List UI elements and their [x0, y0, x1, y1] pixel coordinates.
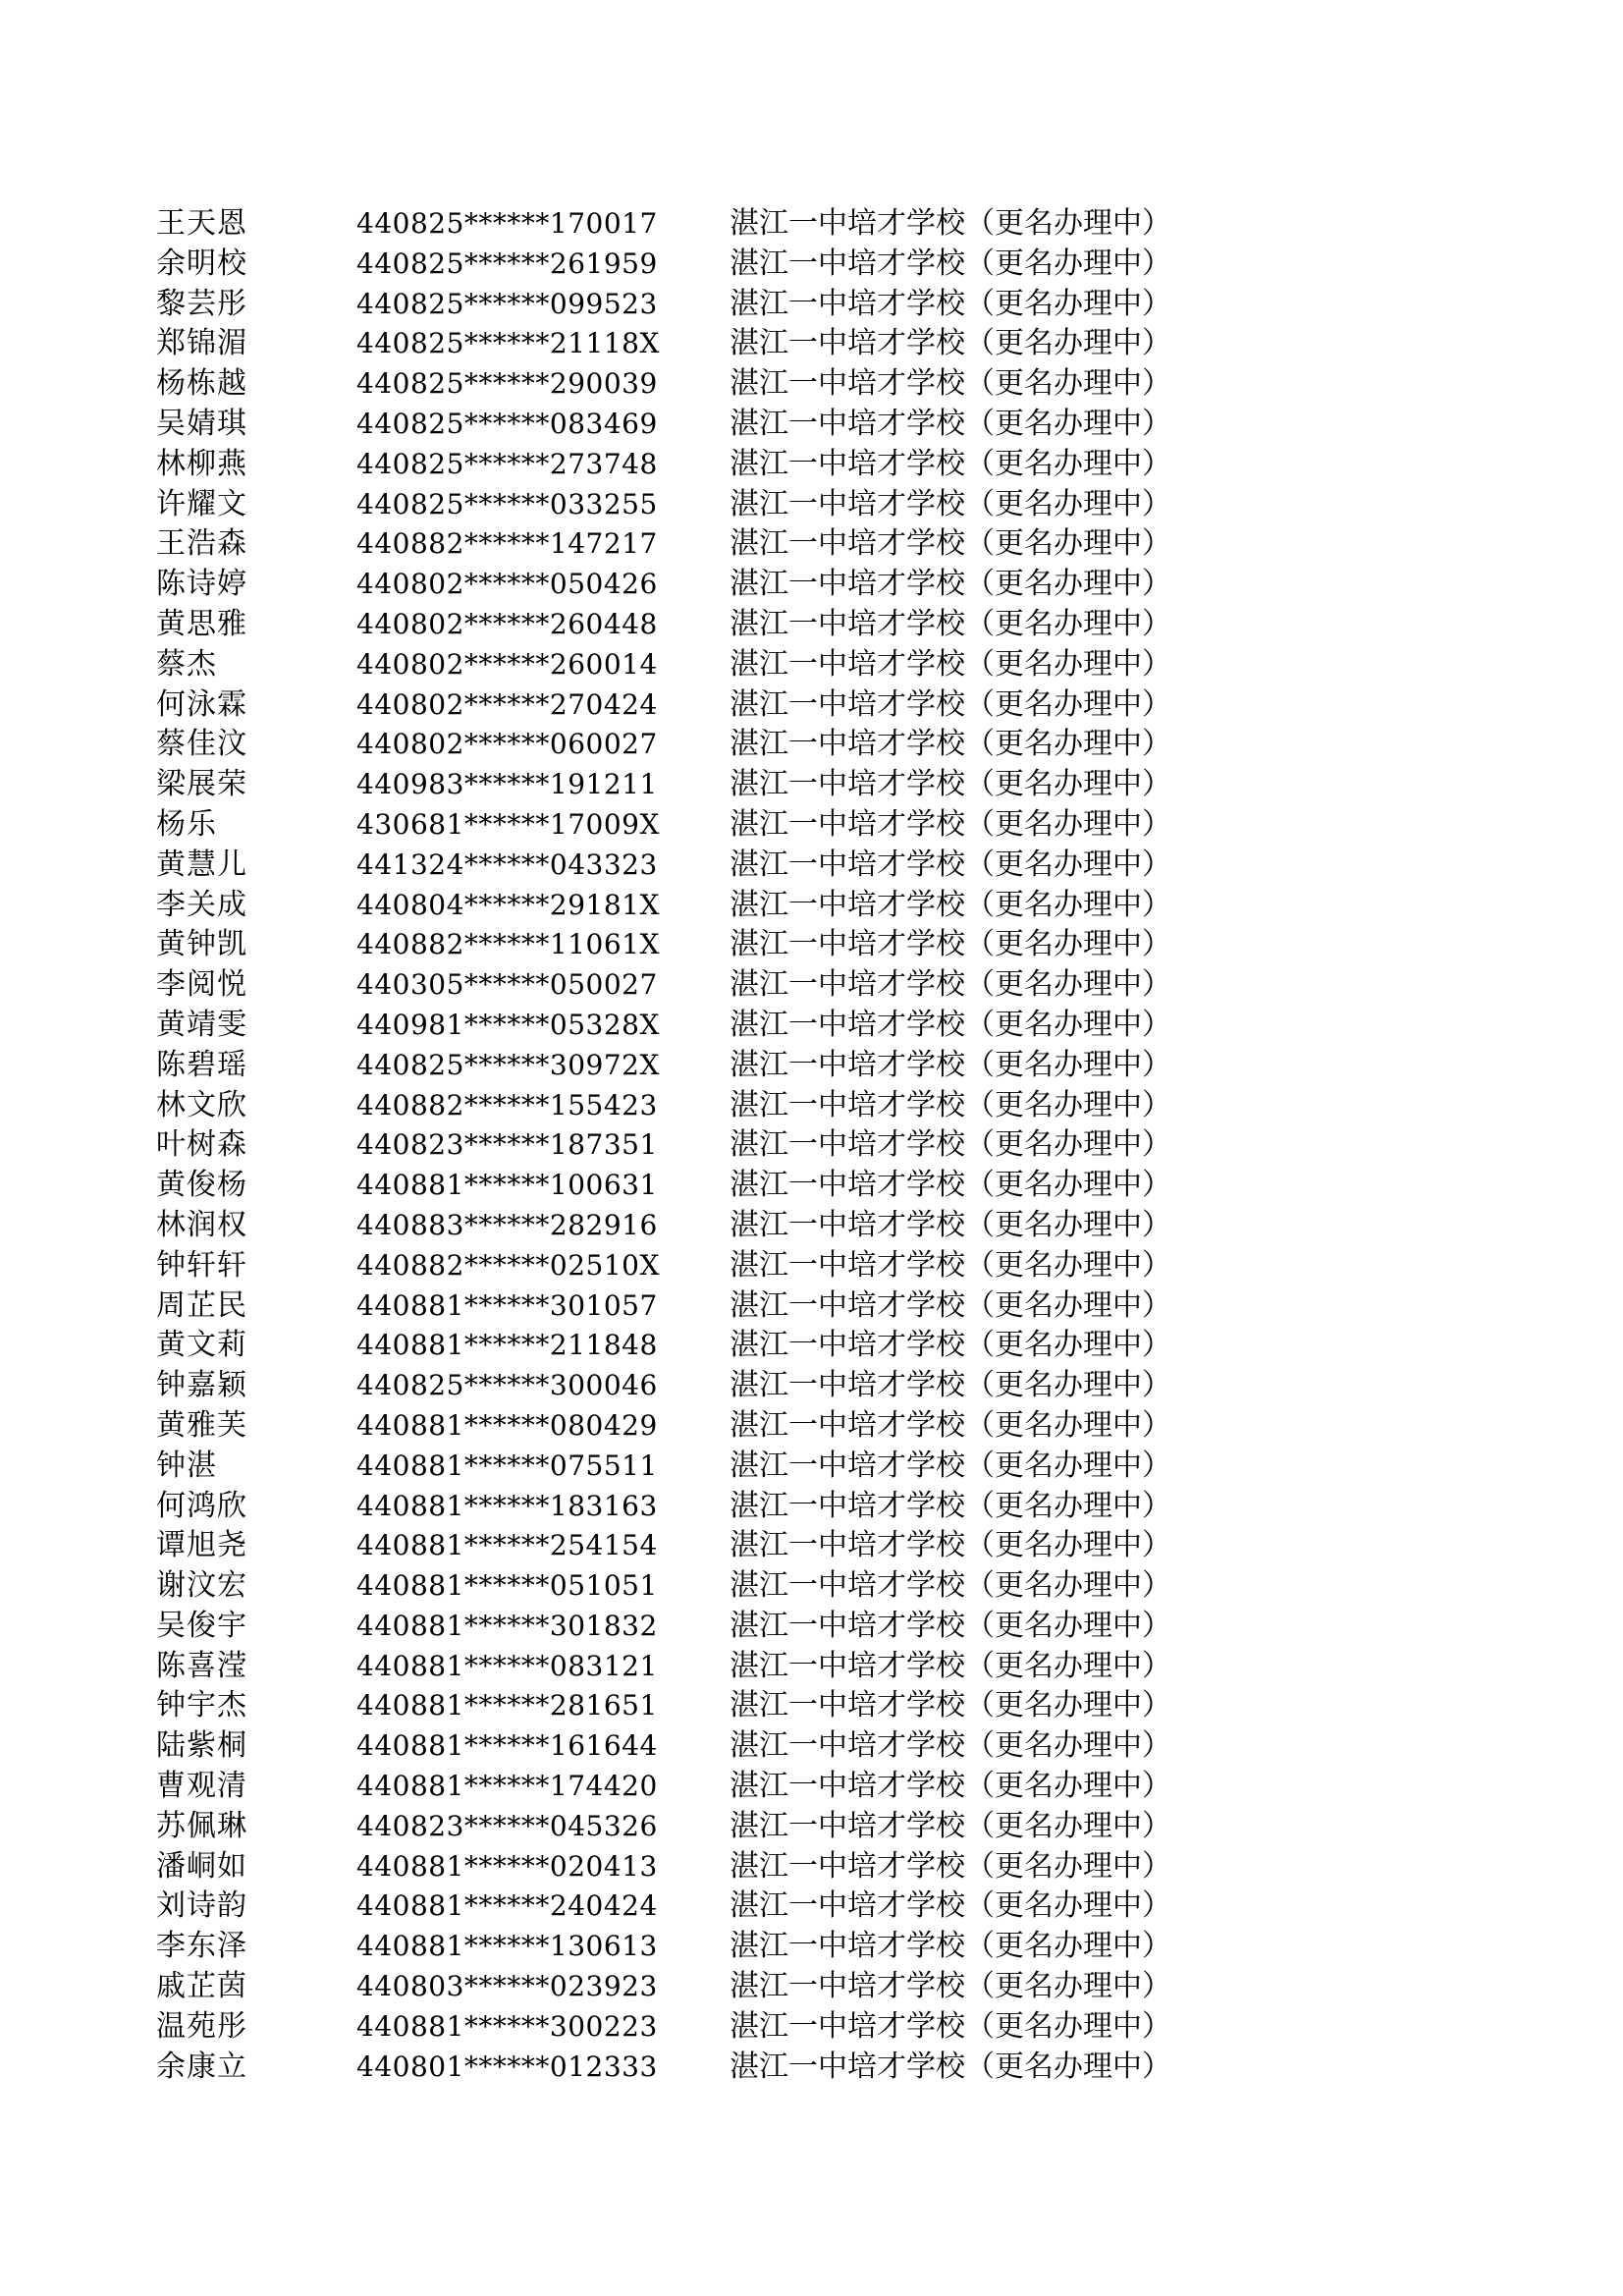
student-id-masked: 440881******211848: [356, 1329, 658, 1362]
student-row: [0, 805, 1623, 846]
student-id-masked: 440881******020413: [356, 1849, 658, 1883]
student-row: [0, 1647, 1623, 1687]
student-id-masked: 440825******30972X: [356, 1048, 660, 1081]
school-name: 湛江一中培才学校（更名办理中）: [730, 1969, 1171, 2004]
student-id-masked: 440882******02510X: [356, 1248, 660, 1282]
student-row: [0, 1006, 1623, 1046]
student-name: 叶树森: [156, 1127, 247, 1163]
student-name: 陈碧瑶: [156, 1047, 247, 1082]
student-name: 钟湛: [156, 1448, 217, 1483]
student-row: [0, 1526, 1623, 1566]
school-name: 湛江一中培才学校（更名办理中）: [730, 1528, 1171, 1563]
student-row: [0, 1686, 1623, 1726]
student-name: 谭旭尧: [156, 1528, 247, 1563]
student-row: [0, 1767, 1623, 1807]
school-name: 湛江一中培才学校（更名办理中）: [730, 326, 1171, 361]
school-name: 湛江一中培才学校（更名办理中）: [730, 727, 1171, 762]
student-row: [0, 445, 1623, 485]
student-row: [0, 725, 1623, 765]
student-id-masked: 440881******301832: [356, 1609, 658, 1642]
student-name: 黄靖雯: [156, 1007, 247, 1042]
student-id-masked: 440881******174420: [356, 1770, 658, 1803]
school-name: 湛江一中培才学校（更名办理中）: [730, 1247, 1171, 1283]
student-name: 黄慧儿: [156, 847, 247, 882]
student-id-masked: 440881******254154: [356, 1529, 658, 1562]
student-name: 黄钟凯: [156, 927, 247, 962]
school-name: 湛江一中培才学校（更名办理中）: [730, 686, 1171, 722]
student-name: 曹观清: [156, 1769, 247, 1804]
student-name: 钟轩轩: [156, 1247, 247, 1283]
school-name: 湛江一中培才学校（更名办理中）: [730, 1087, 1171, 1122]
school-name: 湛江一中培才学校（更名办理中）: [730, 246, 1171, 281]
school-name: 湛江一中培才学校（更名办理中）: [730, 967, 1171, 1003]
student-name: 何鸿欣: [156, 1488, 247, 1523]
student-id-masked: 440802******260448: [356, 607, 658, 640]
student-name: 蔡杰: [156, 646, 217, 682]
student-id-masked: 440881******051051: [356, 1569, 658, 1603]
student-row: [0, 524, 1623, 565]
student-id-masked: 440825******261959: [356, 246, 658, 280]
student-id-masked: 440882******147217: [356, 527, 658, 561]
student-row: [0, 925, 1623, 965]
student-id-masked: 440802******060027: [356, 728, 658, 761]
student-id-masked: 430681******17009X: [356, 807, 660, 841]
student-id-masked: 440883******282916: [356, 1208, 658, 1241]
school-name: 湛江一中培才学校（更名办理中）: [730, 1848, 1171, 1884]
student-row: [0, 1447, 1623, 1487]
student-row: [0, 245, 1623, 285]
school-name: 湛江一中培才学校（更名办理中）: [730, 646, 1171, 682]
student-name: 李东泽: [156, 1929, 247, 1964]
student-id-masked: 440825******290039: [356, 367, 658, 401]
student-row: [0, 485, 1623, 525]
school-name: 湛江一中培才学校（更名办理中）: [730, 847, 1171, 882]
student-id-masked: 440881******080429: [356, 1408, 658, 1442]
school-name: 湛江一中培才学校（更名办理中）: [730, 1568, 1171, 1604]
student-name: 钟嘉颖: [156, 1368, 247, 1403]
school-name: 湛江一中培才学校（更名办理中）: [730, 1368, 1171, 1403]
school-name: 湛江一中培才学校（更名办理中）: [730, 1608, 1171, 1643]
school-name: 湛江一中培才学校（更名办理中）: [730, 1648, 1171, 1683]
school-name: 湛江一中培才学校（更名办理中）: [730, 1007, 1171, 1042]
student-row: [0, 565, 1623, 605]
school-name: 湛江一中培才学校（更名办理中）: [730, 406, 1171, 441]
school-name: 湛江一中培才学校（更名办理中）: [730, 1888, 1171, 1924]
student-row: [0, 765, 1623, 805]
student-name: 黄思雅: [156, 606, 247, 641]
student-name: 刘诗韵: [156, 1888, 247, 1924]
student-row: [0, 1847, 1623, 1887]
student-name: 何泳霖: [156, 686, 247, 722]
student-id-masked: 440801******012333: [356, 2050, 658, 2083]
student-name: 李关成: [156, 887, 247, 922]
school-name: 湛江一中培才学校（更名办理中）: [730, 1769, 1171, 1804]
school-name: 湛江一中培才学校（更名办理中）: [730, 446, 1171, 481]
student-id-masked: 440881******075511: [356, 1449, 658, 1482]
student-id-masked: 440882******155423: [356, 1088, 658, 1121]
student-id-masked: 440825******21118X: [356, 327, 660, 360]
student-id-masked: 440881******183163: [356, 1489, 658, 1522]
school-name: 湛江一中培才学校（更名办理中）: [730, 1328, 1171, 1363]
student-id-masked: 440881******301057: [356, 1288, 658, 1322]
student-name: 陈喜滢: [156, 1648, 247, 1683]
student-row: [0, 1886, 1623, 1927]
student-name: 苏佩琳: [156, 1808, 247, 1843]
school-name: 湛江一中培才学校（更名办理中）: [730, 486, 1171, 521]
school-name: 湛江一中培才学校（更名办理中）: [730, 806, 1171, 842]
student-row: [0, 1967, 1623, 2007]
student-name: 余康立: [156, 2049, 247, 2084]
student-name: 陆紫桐: [156, 1728, 247, 1764]
school-name: 湛江一中培才学校（更名办理中）: [730, 606, 1171, 641]
student-name: 吴婧琪: [156, 406, 247, 441]
student-row: [0, 1406, 1623, 1447]
school-name: 湛江一中培才学校（更名办理中）: [730, 1207, 1171, 1242]
student-row: [0, 1125, 1623, 1166]
student-name: 郑锦湄: [156, 326, 247, 361]
student-row: [0, 2048, 1623, 2088]
student-id-masked: 440983******191211: [356, 768, 658, 801]
student-name: 李阅悦: [156, 967, 247, 1003]
school-name: 湛江一中培才学校（更名办理中）: [730, 927, 1171, 962]
school-name: 湛江一中培才学校（更名办理中）: [730, 1127, 1171, 1163]
student-id-masked: 440981******05328X: [356, 1008, 660, 1041]
student-id-masked: 440803******023923: [356, 1970, 658, 2003]
school-name: 湛江一中培才学校（更名办理中）: [730, 1407, 1171, 1443]
student-name: 周芷民: [156, 1287, 247, 1323]
student-row: [0, 1286, 1623, 1327]
school-name: 湛江一中培才学校（更名办理中）: [730, 206, 1171, 241]
student-name: 王天恩: [156, 206, 247, 241]
student-row: [0, 204, 1623, 245]
school-name: 湛江一中培才学校（更名办理中）: [730, 887, 1171, 922]
student-row: [0, 1807, 1623, 1847]
student-name: 王浩森: [156, 526, 247, 562]
school-name: 湛江一中培才学校（更名办理中）: [730, 1728, 1171, 1764]
student-row: [0, 1607, 1623, 1647]
school-name: 湛江一中培才学校（更名办理中）: [730, 2008, 1171, 2044]
student-id-masked: 440802******270424: [356, 687, 658, 721]
student-id-masked: 440802******050426: [356, 568, 658, 601]
student-row: [0, 1726, 1623, 1767]
student-row: [0, 605, 1623, 645]
school-name: 湛江一中培才学校（更名办理中）: [730, 1929, 1171, 1964]
student-name: 陈诗婷: [156, 567, 247, 602]
student-row: [0, 364, 1623, 405]
school-name: 湛江一中培才学校（更名办理中）: [730, 1488, 1171, 1523]
student-row: [0, 285, 1623, 325]
student-name: 杨乐: [156, 806, 217, 842]
student-row: [0, 685, 1623, 726]
student-id-masked: 440825******273748: [356, 447, 658, 480]
student-roster-list: [0, 204, 1623, 2087]
student-name: 杨栋越: [156, 366, 247, 402]
school-name: 湛江一中培才学校（更名办理中）: [730, 1287, 1171, 1323]
student-id-masked: 440825******300046: [356, 1369, 658, 1402]
student-name: 林润权: [156, 1207, 247, 1242]
student-row: [0, 324, 1623, 364]
student-name: 蔡佳汶: [156, 727, 247, 762]
student-id-masked: 440825******033255: [356, 487, 658, 520]
student-name: 温苑彤: [156, 2008, 247, 2044]
student-name: 梁展荣: [156, 767, 247, 802]
school-name: 湛江一中培才学校（更名办理中）: [730, 1688, 1171, 1723]
student-name: 黄文莉: [156, 1328, 247, 1363]
school-name: 湛江一中培才学校（更名办理中）: [730, 526, 1171, 562]
student-id-masked: 440881******161644: [356, 1729, 658, 1763]
student-name: 林柳燕: [156, 446, 247, 481]
student-row: [0, 1206, 1623, 1246]
school-name: 湛江一中培才学校（更名办理中）: [730, 2049, 1171, 2084]
student-row: [0, 1366, 1623, 1406]
student-row: [0, 886, 1623, 926]
student-id-masked: 440305******050027: [356, 968, 658, 1002]
student-row: [0, 1487, 1623, 1527]
student-row: [0, 645, 1623, 685]
student-row: [0, 1046, 1623, 1086]
school-name: 湛江一中培才学校（更名办理中）: [730, 767, 1171, 802]
student-id-masked: 440881******083121: [356, 1649, 658, 1682]
student-id-masked: 440881******130613: [356, 1930, 658, 1963]
school-name: 湛江一中培才学校（更名办理中）: [730, 567, 1171, 602]
student-name: 黄雅芙: [156, 1407, 247, 1443]
student-row: [0, 1566, 1623, 1607]
school-name: 湛江一中培才学校（更名办理中）: [730, 286, 1171, 321]
student-id-masked: 440825******083469: [356, 407, 658, 440]
student-name: 潘峒如: [156, 1848, 247, 1884]
student-id-masked: 440881******240424: [356, 1889, 658, 1923]
student-name: 黎芸彤: [156, 286, 247, 321]
student-row: [0, 1927, 1623, 1967]
school-name: 湛江一中培才学校（更名办理中）: [730, 1808, 1171, 1843]
school-name: 湛江一中培才学校（更名办理中）: [730, 366, 1171, 402]
student-id-masked: 440823******045326: [356, 1809, 658, 1842]
student-id-masked: 440802******260014: [356, 647, 658, 681]
student-id-masked: 440823******187351: [356, 1128, 658, 1162]
student-id-masked: 440881******300223: [356, 2009, 658, 2043]
student-id-masked: 440804******29181X: [356, 888, 660, 921]
student-name: 许耀文: [156, 486, 247, 521]
student-id-masked: 440825******099523: [356, 287, 658, 320]
student-row: [0, 405, 1623, 445]
student-row: [0, 1326, 1623, 1366]
student-id-masked: 440825******170017: [356, 207, 658, 240]
school-name: 湛江一中培才学校（更名办理中）: [730, 1448, 1171, 1483]
student-id-masked: 440882******11061X: [356, 928, 660, 961]
student-name: 戚芷茵: [156, 1969, 247, 2004]
student-name: 林文欣: [156, 1087, 247, 1122]
student-name: 余明校: [156, 246, 247, 281]
student-name: 黄俊杨: [156, 1168, 247, 1203]
student-id-masked: 441324******043323: [356, 847, 658, 881]
school-name: 湛江一中培才学校（更名办理中）: [730, 1168, 1171, 1203]
student-row: [0, 2007, 1623, 2048]
student-name: 钟宇杰: [156, 1688, 247, 1723]
student-id-masked: 440881******281651: [356, 1689, 658, 1722]
student-name: 谢汶宏: [156, 1568, 247, 1604]
student-row: [0, 965, 1623, 1006]
student-name: 吴俊宇: [156, 1608, 247, 1643]
student-id-masked: 440881******100631: [356, 1169, 658, 1202]
student-row: [0, 1166, 1623, 1206]
school-name: 湛江一中培才学校（更名办理中）: [730, 1047, 1171, 1082]
student-row: [0, 1246, 1623, 1286]
student-row: [0, 1086, 1623, 1126]
student-row: [0, 846, 1623, 886]
